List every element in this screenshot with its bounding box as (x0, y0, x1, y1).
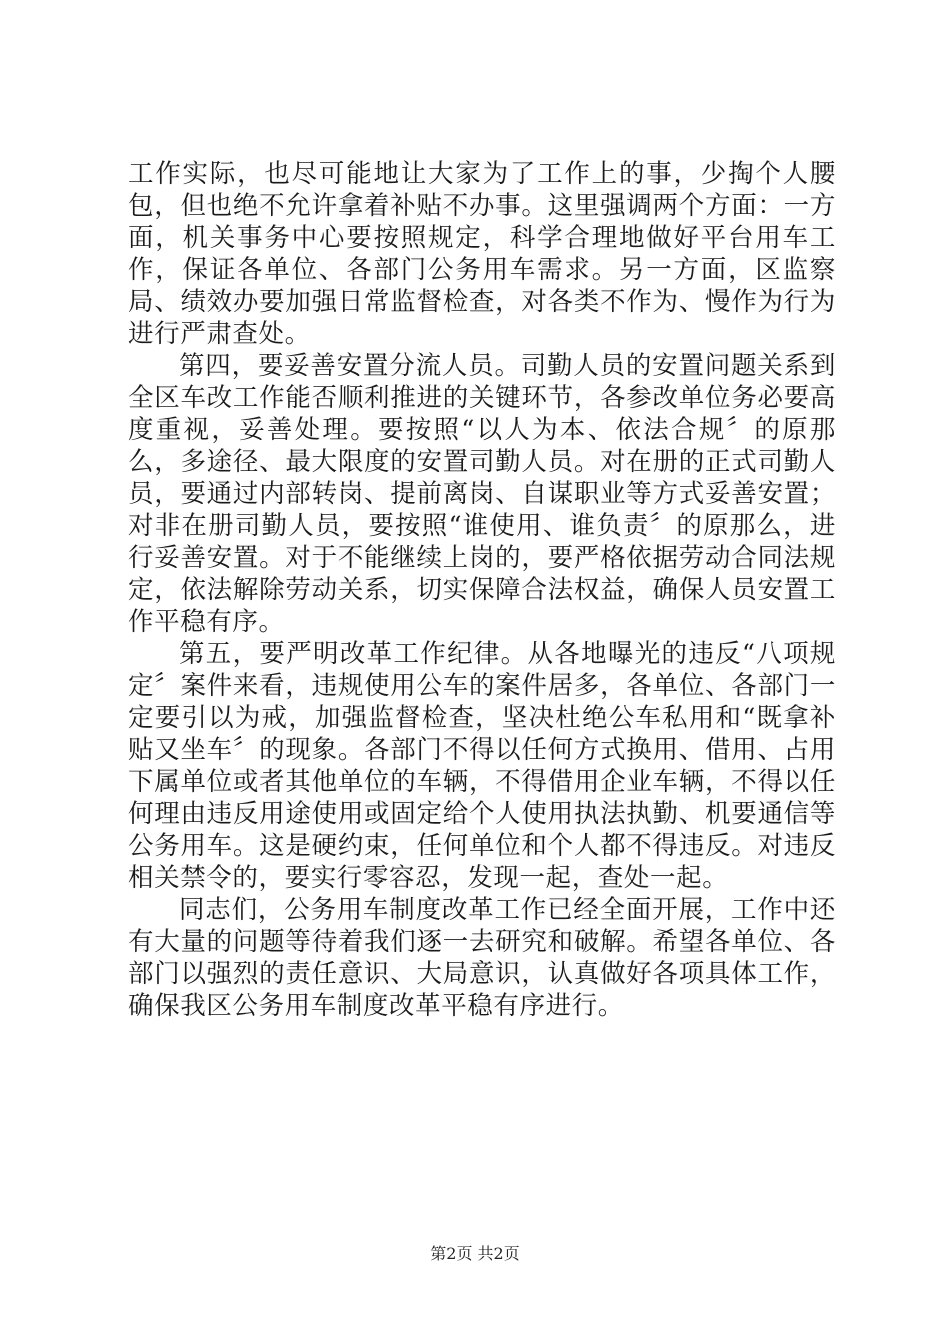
paragraph-closing: 同志们，公务用车制度改革工作已经全面开展，工作中还有大量的问题等待着我们逐一去研究和破解。希望各单位、各部门以强烈的责任意识、大局意识，认真做好各项具体工作，确保我区公务用车制度改革平稳有序进行。 (128, 895, 836, 1021)
paragraph-fifth-point: 第五，要严明改革工作纪律。从各地曝光的违反“八项规定〞案件来看，违规使用公车的案件居多，各单位、各部门一定要引以为戒，加强监督检查，坚决杜绝公车私用和“既拿补贴又坐车〞的现象。各部门不得以任何方式换用、借用、占用下属单位或者其他单位的车辆，不得借用企业车辆，不得以任何理由违反用途使用或固定给个人使用执法执勤、机要通信等公务用车。这是硬约束，任何单位和个人都不得违反。对违反相关禁令的，要实行零容忍，发现一起，查处一起。 (128, 639, 836, 893)
page-footer: 第2页 共2页 (430, 1244, 520, 1263)
paragraph-fourth-point: 第四，要妥善安置分流人员。司勤人员的安置问题关系到全区车改工作能否顺利推进的关键环节，各参改单位务必要高度重视，妥善处理。要按照“以人为本、依法合规〞的原那么，多途径、最大限度的安置司勤人员。对在册的正式司勤人员，要通过内部转岗、提前离岗、自谋职业等方式妥善安置；对非在册司勤人员，要按照“谁使用、谁负责〞的原那么，进行妥善安置。对于不能继续上岗的，要严格依据劳动合同法规定，依法解除劳动关系，切实保障合法权益，确保人员安置工作平稳有序。 (128, 351, 836, 637)
document-body (128, 158, 836, 1022)
paragraph-continued: 工作实际，也尽可能地让大家为了工作上的事，少掏个人腰包，但也绝不允许拿着补贴不办事。这里强调两个方面：一方面，机关事务中心要按照规定，科学合理地做好平台用车工作，保证各单位、各部门公务用车需求。另一方面，区监察局、绩效办要加强日常监督检查，对各类不作为、慢作为行为进行严肃查处。 (128, 159, 836, 349)
